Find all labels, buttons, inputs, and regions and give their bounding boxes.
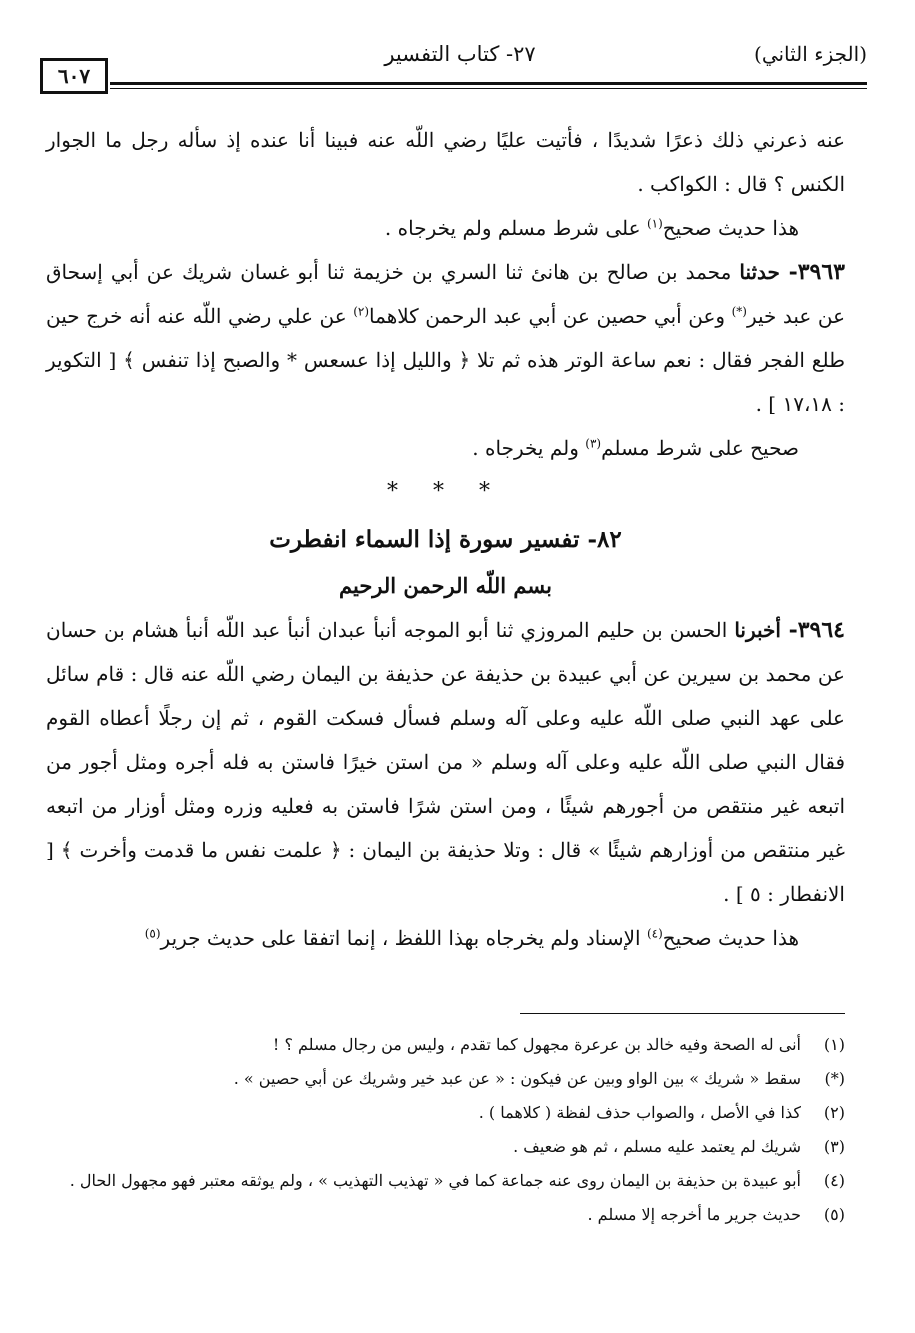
volume-label: (الجزء الثاني) xyxy=(754,42,867,66)
header-rule-thin xyxy=(110,88,867,89)
footnote xyxy=(46,1096,845,1130)
footnote xyxy=(46,1198,845,1232)
footnote-ref: (٣) xyxy=(585,436,602,451)
page-header xyxy=(40,38,867,88)
text: صحيح على شرط مسلم xyxy=(601,436,799,460)
footnote-number: (٣) xyxy=(823,1137,845,1156)
footnotes xyxy=(46,1028,845,1232)
footnote-text: أنى له الصحة وفيه خالد بن عرعرة مجهول كما تقدم ، وليس من رجال مسلم ؟ ! xyxy=(272,1035,801,1054)
text: الحسن بن حليم المروزي ثنا أبو الموجه أنبأ عبدان أنبأ عبد اللّه أنبأ هشام بن حسان عن محمد بن سيرين عن أبي عبيدة بن حذيفة عن حذيفة بن اليمان رضي اللّه عنه قال : قام سائل على عهد النبي صلى اللّه عليه وعلى آله وسلم فسأل فسكت القوم ، ثم إن رجلًا أعطاه القوم فقال النبي صلى اللّه عليه وعلى آله وسلم « من استن خيرًا فاستن به فله أجره ومثل أجور من اتبعه غير منتقص من أجورهم شيئًا ، ومن استن شرًا فاستن به فعليه وزره ومثل أوزار من اتبعه غير منتقص من أوزارهم شيئًا » قال : وتلا حذيفة بن اليمان : ﴿ علمت نفس ما قدمت وأخرت ﴾ [ الانفطار : ٥ ] . xyxy=(46,618,845,906)
text: هذا حديث صحيح xyxy=(662,926,799,950)
paragraph xyxy=(46,916,845,960)
footnote-text: كذا في الأصل ، والصواب حذف لفظة ( كلاهما ) . xyxy=(478,1103,801,1122)
text: ولم يخرجاه . xyxy=(472,436,586,460)
footnote-number: (*) xyxy=(824,1069,845,1088)
text: الإسناد ولم يخرجاه بهذا اللفظ ، إنما اتفقا على حديث جرير xyxy=(160,926,647,950)
paragraph xyxy=(46,426,845,470)
text: محمد بن صالح بن هانئ ثنا السري بن خزيمة ثنا أبو غسان شريك عن أبي إسحاق عن عبد خير xyxy=(46,260,846,328)
footnote-text: أبو عبيدة بن حذيفة بن اليمان روى عنه جماعة كما في « تهذيب التهذيب » ، ولم يوثقه معتبر فهو مجهول الحال . xyxy=(69,1171,801,1190)
footnote-number: (١) xyxy=(823,1035,845,1054)
footnote xyxy=(46,1164,845,1198)
text: هذا حديث صحيح xyxy=(662,216,799,240)
basmala: بسم اللّه الرحمن الرحيم xyxy=(339,573,552,598)
footnote-number: (٢) xyxy=(823,1103,845,1122)
footnote xyxy=(46,1028,845,1062)
hadith-3963 xyxy=(46,250,845,426)
hadith-lead: أخبرنا xyxy=(734,618,789,642)
page-number: ٦٠٧ xyxy=(40,58,108,94)
footnote-ref: (١) xyxy=(646,216,663,231)
footnote-number: (٤) xyxy=(823,1171,845,1190)
footnote-text: شريك لم يعتمد عليه مسلم ، ثم هو ضعيف . xyxy=(513,1137,801,1156)
section-separator: * * * xyxy=(387,479,504,504)
header-rule-thick xyxy=(110,82,867,85)
hadith-number: ٣٩٦٣- xyxy=(788,259,845,285)
footnote-text: حديث جرير ما أخرجه إلا مسلم . xyxy=(587,1205,801,1224)
footnote-number: (٥) xyxy=(823,1205,845,1224)
text: عن علي رضي اللّه عنه أنه خرج حين طلع الفجر فقال : نعم ساعة الوتر هذه ثم تلا ﴿ والليل إذا عسعس * والصبح إذا تنفس ﴾ [ التكوير : ١٧،١٨ ] . xyxy=(46,304,845,416)
footnote-separator xyxy=(520,1013,845,1014)
surah-heading: ٨٢- تفسير سورة إذا السماء انفطرت xyxy=(269,526,622,553)
hadith-lead: حدثنا xyxy=(739,260,789,284)
footnote-ref: (٢) xyxy=(353,304,370,319)
text-line: الجوار الكنس ؟ قال : الكواكب . xyxy=(46,128,845,196)
footnote xyxy=(46,1062,845,1096)
text-line: عنه ذعرني ذلك ذعرًا شديدًا ، فأتيت عليًا رضي اللّه عنه فبينا أنا عنده إذ سأله رجل ما xyxy=(105,128,846,152)
text: وعن أبي حصين عن أبي عبد الرحمن كلاهما xyxy=(369,304,732,328)
footnote-ref: (٤) xyxy=(646,926,663,941)
main-text xyxy=(46,118,845,960)
chapter-title: ٢٧- كتاب التفسير xyxy=(384,42,536,66)
footnote-ref: (*) xyxy=(731,304,747,319)
paragraph xyxy=(46,118,845,206)
footnote xyxy=(46,1130,845,1164)
paragraph xyxy=(46,206,845,250)
hadith-number: ٣٩٦٤- xyxy=(788,617,845,643)
text: على شرط مسلم ولم يخرجاه . xyxy=(384,216,647,240)
hadith-3964 xyxy=(46,608,845,916)
footnote-text: سقط « شريك » بين الواو وبين عن فيكون : « عن عبد خير وشريك عن أبي حصين » . xyxy=(233,1069,801,1088)
footnote-ref: (٥) xyxy=(144,926,161,941)
